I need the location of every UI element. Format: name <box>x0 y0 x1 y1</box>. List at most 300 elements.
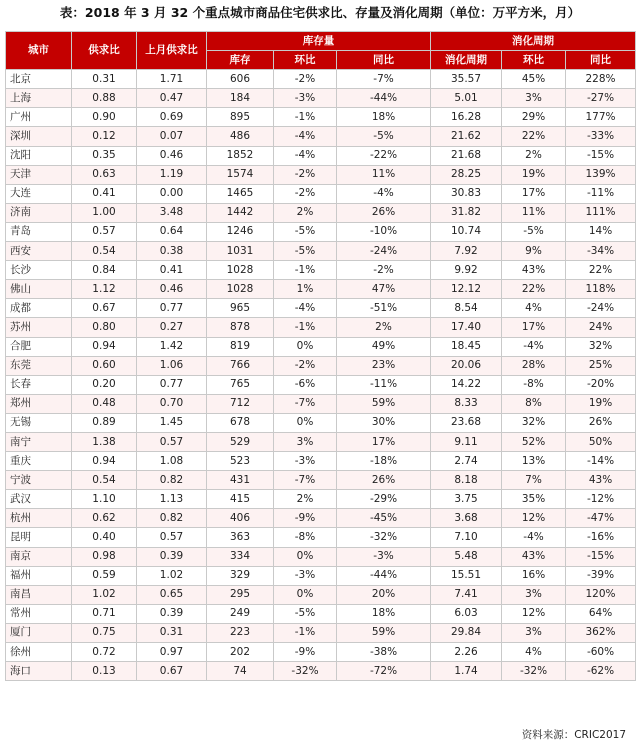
cell-inventory-mom: -2% <box>274 165 337 184</box>
cell-city: 上海 <box>6 89 72 108</box>
cell-city: 广州 <box>6 108 72 127</box>
cell-cycle-mom: 29% <box>502 108 566 127</box>
cell-cycle-mom: 16% <box>502 566 566 585</box>
cell-cycle-yoy: 139% <box>566 165 636 184</box>
table-row <box>6 222 636 241</box>
cell-prev-ratio: 0.65 <box>137 585 207 604</box>
header-ratio: 供求比 <box>72 32 137 70</box>
cell-city: 南京 <box>6 547 72 566</box>
cell-inventory-yoy: 59% <box>337 623 431 642</box>
cell-cycle-yoy: 25% <box>566 356 636 375</box>
table-title: 表：2018 年 3 月 32 个重点城市商品住宅供求比、存量及消化周期（单位：万平方米，月） <box>59 5 581 20</box>
cell-inventory-yoy: 18% <box>337 604 431 623</box>
cell-inventory-mom: -7% <box>274 394 337 413</box>
table-row <box>6 394 636 413</box>
cell-cycle-mom: 17% <box>502 184 566 203</box>
table-row <box>6 509 636 528</box>
cell-city: 东莞 <box>6 356 72 375</box>
table-row <box>6 566 636 585</box>
cell-ratio: 1.00 <box>72 203 137 222</box>
cell-inventory: 202 <box>207 643 274 662</box>
cell-city: 青岛 <box>6 222 72 241</box>
cell-prev-ratio: 1.19 <box>137 165 207 184</box>
cell-ratio: 0.57 <box>72 222 137 241</box>
cell-cycle: 5.48 <box>431 547 502 566</box>
cell-inventory-mom: -4% <box>274 299 337 318</box>
cell-ratio: 0.13 <box>72 662 137 681</box>
cell-inventory: 1246 <box>207 222 274 241</box>
cell-inventory-mom: 1% <box>274 280 337 299</box>
cell-cycle: 7.92 <box>431 242 502 261</box>
cell-inventory-yoy: 2% <box>337 318 431 337</box>
cell-inventory: 334 <box>207 547 274 566</box>
cell-inventory: 765 <box>207 375 274 394</box>
table-row <box>6 585 636 604</box>
cell-cycle-yoy: -34% <box>566 242 636 261</box>
cell-cycle-yoy: -39% <box>566 566 636 585</box>
header-city: 城市 <box>6 32 72 70</box>
cell-inventory-mom: 3% <box>274 432 337 451</box>
cell-inventory-mom: -4% <box>274 127 337 146</box>
cell-inventory-yoy: 47% <box>337 280 431 299</box>
cell-inventory: 1028 <box>207 280 274 299</box>
cell-cycle-mom: 7% <box>502 471 566 490</box>
cell-cycle: 15.51 <box>431 566 502 585</box>
table-row <box>6 242 636 261</box>
cell-city: 郑州 <box>6 394 72 413</box>
cell-city: 南昌 <box>6 585 72 604</box>
cell-cycle-mom: 11% <box>502 203 566 222</box>
cell-ratio: 1.02 <box>72 585 137 604</box>
cell-cycle: 8.33 <box>431 394 502 413</box>
cell-inventory-mom: -5% <box>274 222 337 241</box>
cell-inventory-mom: -2% <box>274 70 337 89</box>
cell-cycle: 31.82 <box>431 203 502 222</box>
cell-cycle-mom: 43% <box>502 261 566 280</box>
cell-cycle-yoy: 26% <box>566 413 636 432</box>
cell-prev-ratio: 0.46 <box>137 146 207 165</box>
cell-inventory: 249 <box>207 604 274 623</box>
cell-inventory: 529 <box>207 432 274 451</box>
cell-cycle-mom: 9% <box>502 242 566 261</box>
cell-inventory-mom: -3% <box>274 89 337 108</box>
cell-cycle-yoy: -12% <box>566 490 636 509</box>
table-row <box>6 146 636 165</box>
cell-cycle: 9.92 <box>431 261 502 280</box>
cell-cycle-mom: 12% <box>502 604 566 623</box>
cell-city: 武汉 <box>6 490 72 509</box>
cell-prev-ratio: 0.97 <box>137 643 207 662</box>
cell-inventory: 1442 <box>207 203 274 222</box>
cell-cycle-yoy: 177% <box>566 108 636 127</box>
header-inventory-group: 库存量 <box>207 32 431 51</box>
cell-inventory-mom: -32% <box>274 662 337 681</box>
cell-cycle: 21.68 <box>431 146 502 165</box>
cell-cycle: 6.03 <box>431 604 502 623</box>
cell-cycle: 14.22 <box>431 375 502 394</box>
cell-city: 南宁 <box>6 432 72 451</box>
cell-cycle-mom: 22% <box>502 127 566 146</box>
cell-prev-ratio: 0.31 <box>137 623 207 642</box>
cell-prev-ratio: 0.69 <box>137 108 207 127</box>
cell-ratio: 0.84 <box>72 261 137 280</box>
cell-cycle: 18.45 <box>431 337 502 356</box>
table-body <box>6 70 636 681</box>
cell-city: 宁波 <box>6 471 72 490</box>
cell-inventory: 223 <box>207 623 274 642</box>
cell-city: 合肥 <box>6 337 72 356</box>
cell-cycle-mom: 28% <box>502 356 566 375</box>
cell-inventory: 329 <box>207 566 274 585</box>
cell-city: 长沙 <box>6 261 72 280</box>
cell-cycle-mom: 45% <box>502 70 566 89</box>
cell-inventory-yoy: -24% <box>337 242 431 261</box>
cell-cycle: 8.18 <box>431 471 502 490</box>
cell-inventory-mom: 0% <box>274 337 337 356</box>
cell-prev-ratio: 0.77 <box>137 375 207 394</box>
cell-cycle: 20.06 <box>431 356 502 375</box>
cell-cycle-yoy: 50% <box>566 432 636 451</box>
table-row <box>6 337 636 356</box>
cell-cycle-mom: 13% <box>502 452 566 471</box>
cell-cycle-mom: 8% <box>502 394 566 413</box>
header-cycle-mom: 环比 <box>502 51 566 70</box>
cell-inventory: 712 <box>207 394 274 413</box>
cell-prev-ratio: 1.02 <box>137 566 207 585</box>
cell-cycle-mom: -5% <box>502 222 566 241</box>
cell-cycle-mom: 4% <box>502 643 566 662</box>
cell-inventory-yoy: -2% <box>337 261 431 280</box>
cell-cycle: 2.26 <box>431 643 502 662</box>
cell-inventory-yoy: 59% <box>337 394 431 413</box>
table-row <box>6 643 636 662</box>
cell-cycle: 5.01 <box>431 89 502 108</box>
cell-cycle: 17.40 <box>431 318 502 337</box>
cell-inventory-mom: -9% <box>274 509 337 528</box>
cell-prev-ratio: 0.38 <box>137 242 207 261</box>
cell-ratio: 0.54 <box>72 242 137 261</box>
cell-cycle-yoy: 19% <box>566 394 636 413</box>
cell-cycle-mom: 17% <box>502 318 566 337</box>
cell-inventory: 523 <box>207 452 274 471</box>
table-row <box>6 165 636 184</box>
cell-ratio: 1.38 <box>72 432 137 451</box>
cell-cycle-mom: -4% <box>502 528 566 547</box>
cell-ratio: 0.80 <box>72 318 137 337</box>
cell-inventory: 1574 <box>207 165 274 184</box>
cell-prev-ratio: 1.13 <box>137 490 207 509</box>
cell-cycle-mom: 2% <box>502 146 566 165</box>
cell-city: 北京 <box>6 70 72 89</box>
cell-inventory-mom: -8% <box>274 528 337 547</box>
cell-inventory-yoy: -44% <box>337 89 431 108</box>
cell-cycle-mom: 4% <box>502 299 566 318</box>
cell-cycle: 3.68 <box>431 509 502 528</box>
cell-city: 昆明 <box>6 528 72 547</box>
cell-inventory: 766 <box>207 356 274 375</box>
cell-inventory-yoy: 30% <box>337 413 431 432</box>
cell-prev-ratio: 0.82 <box>137 509 207 528</box>
cell-city: 成都 <box>6 299 72 318</box>
cell-prev-ratio: 0.41 <box>137 261 207 280</box>
table-row <box>6 127 636 146</box>
cell-cycle: 2.74 <box>431 452 502 471</box>
cell-inventory-mom: -1% <box>274 108 337 127</box>
cell-cycle-mom: 35% <box>502 490 566 509</box>
cell-city: 福州 <box>6 566 72 585</box>
cell-cycle: 9.11 <box>431 432 502 451</box>
cell-city: 济南 <box>6 203 72 222</box>
cell-ratio: 0.89 <box>72 413 137 432</box>
cell-inventory-yoy: -32% <box>337 528 431 547</box>
table-row <box>6 108 636 127</box>
cell-inventory-mom: 0% <box>274 547 337 566</box>
cell-prev-ratio: 0.57 <box>137 528 207 547</box>
cell-prev-ratio: 0.07 <box>137 127 207 146</box>
cell-cycle: 23.68 <box>431 413 502 432</box>
cell-city: 厦门 <box>6 623 72 642</box>
cell-inventory-mom: -5% <box>274 604 337 623</box>
cell-cycle-yoy: -27% <box>566 89 636 108</box>
cell-inventory: 1028 <box>207 261 274 280</box>
cell-cycle: 7.10 <box>431 528 502 547</box>
cell-inventory: 878 <box>207 318 274 337</box>
table-row <box>6 432 636 451</box>
cell-city: 佛山 <box>6 280 72 299</box>
cell-cycle-mom: 52% <box>502 432 566 451</box>
cell-inventory-yoy: -38% <box>337 643 431 662</box>
cell-cycle-mom: 22% <box>502 280 566 299</box>
table-row <box>6 547 636 566</box>
header-inventory: 库存 <box>207 51 274 70</box>
cell-city: 大连 <box>6 184 72 203</box>
cell-cycle-yoy: -60% <box>566 643 636 662</box>
cell-cycle-yoy: 32% <box>566 337 636 356</box>
cell-prev-ratio: 0.47 <box>137 89 207 108</box>
cell-prev-ratio: 0.82 <box>137 471 207 490</box>
cell-cycle-yoy: -33% <box>566 127 636 146</box>
source-note: 资料来源：CRIC2017 <box>521 729 626 741</box>
cell-ratio: 0.63 <box>72 165 137 184</box>
cell-inventory-yoy: 20% <box>337 585 431 604</box>
cell-city: 苏州 <box>6 318 72 337</box>
cell-cycle: 30.83 <box>431 184 502 203</box>
cell-cycle: 10.74 <box>431 222 502 241</box>
cell-cycle-yoy: 14% <box>566 222 636 241</box>
table-row <box>6 356 636 375</box>
cell-ratio: 0.94 <box>72 452 137 471</box>
table-row <box>6 261 636 280</box>
cell-cycle: 16.28 <box>431 108 502 127</box>
table-row <box>6 299 636 318</box>
cell-inventory: 678 <box>207 413 274 432</box>
cell-cycle-yoy: -20% <box>566 375 636 394</box>
cell-inventory-mom: 0% <box>274 413 337 432</box>
cell-prev-ratio: 0.39 <box>137 604 207 623</box>
header-inventory-mom: 环比 <box>274 51 337 70</box>
cell-inventory-yoy: 11% <box>337 165 431 184</box>
table-row <box>6 528 636 547</box>
cell-city: 长春 <box>6 375 72 394</box>
cell-inventory-yoy: -29% <box>337 490 431 509</box>
cell-prev-ratio: 0.57 <box>137 432 207 451</box>
cell-cycle-yoy: -47% <box>566 509 636 528</box>
cell-city: 徐州 <box>6 643 72 662</box>
cell-city: 沈阳 <box>6 146 72 165</box>
cell-inventory-yoy: 49% <box>337 337 431 356</box>
cell-inventory-mom: 2% <box>274 203 337 222</box>
cell-cycle: 29.84 <box>431 623 502 642</box>
cell-inventory: 415 <box>207 490 274 509</box>
header-prev-ratio: 上月供求比 <box>137 32 207 70</box>
cell-cycle-yoy: -62% <box>566 662 636 681</box>
cell-inventory-yoy: -44% <box>337 566 431 585</box>
cell-cycle: 28.25 <box>431 165 502 184</box>
cell-ratio: 0.48 <box>72 394 137 413</box>
cell-cycle-mom: 43% <box>502 547 566 566</box>
header-cycle: 消化周期 <box>431 51 502 70</box>
table-row <box>6 375 636 394</box>
cell-prev-ratio: 1.71 <box>137 70 207 89</box>
cell-inventory-yoy: -4% <box>337 184 431 203</box>
cell-ratio: 0.88 <box>72 89 137 108</box>
table-row <box>6 203 636 222</box>
cell-inventory-mom: -1% <box>274 261 337 280</box>
cell-inventory: 295 <box>207 585 274 604</box>
cell-inventory-yoy: 26% <box>337 203 431 222</box>
cell-cycle-yoy: 362% <box>566 623 636 642</box>
cell-inventory-mom: -1% <box>274 623 337 642</box>
cell-cycle-yoy: 111% <box>566 203 636 222</box>
cell-ratio: 0.54 <box>72 471 137 490</box>
cell-inventory-mom: 0% <box>274 585 337 604</box>
cell-ratio: 0.12 <box>72 127 137 146</box>
cell-prev-ratio: 0.64 <box>137 222 207 241</box>
cell-inventory-mom: -5% <box>274 242 337 261</box>
city-housing-table <box>5 31 636 681</box>
cell-ratio: 0.75 <box>72 623 137 642</box>
cell-ratio: 0.71 <box>72 604 137 623</box>
cell-prev-ratio: 1.08 <box>137 452 207 471</box>
cell-inventory: 486 <box>207 127 274 146</box>
cell-cycle-yoy: 118% <box>566 280 636 299</box>
cell-cycle-mom: 3% <box>502 623 566 642</box>
cell-cycle-yoy: 43% <box>566 471 636 490</box>
cell-ratio: 0.35 <box>72 146 137 165</box>
cell-inventory-yoy: -7% <box>337 70 431 89</box>
cell-inventory-yoy: -45% <box>337 509 431 528</box>
cell-inventory-yoy: 26% <box>337 471 431 490</box>
cell-prev-ratio: 0.46 <box>137 280 207 299</box>
cell-ratio: 0.67 <box>72 299 137 318</box>
cell-ratio: 0.59 <box>72 566 137 585</box>
cell-prev-ratio: 0.00 <box>137 184 207 203</box>
cell-cycle-mom: 3% <box>502 89 566 108</box>
header-inventory-yoy: 同比 <box>337 51 431 70</box>
cell-inventory-yoy: -51% <box>337 299 431 318</box>
cell-cycle-yoy: -24% <box>566 299 636 318</box>
cell-cycle-mom: 12% <box>502 509 566 528</box>
cell-cycle-mom: 32% <box>502 413 566 432</box>
table-row <box>6 623 636 642</box>
cell-inventory-yoy: 18% <box>337 108 431 127</box>
cell-prev-ratio: 0.70 <box>137 394 207 413</box>
table-row <box>6 184 636 203</box>
cell-inventory: 1852 <box>207 146 274 165</box>
cell-cycle-yoy: -15% <box>566 547 636 566</box>
cell-prev-ratio: 0.67 <box>137 662 207 681</box>
cell-cycle-yoy: 120% <box>566 585 636 604</box>
cell-cycle-mom: 3% <box>502 585 566 604</box>
cell-inventory-mom: -9% <box>274 643 337 662</box>
header-cycle-yoy: 同比 <box>566 51 636 70</box>
cell-cycle-yoy: -16% <box>566 528 636 547</box>
cell-ratio: 0.72 <box>72 643 137 662</box>
cell-inventory-mom: -7% <box>274 471 337 490</box>
cell-cycle: 21.62 <box>431 127 502 146</box>
cell-inventory-yoy: -10% <box>337 222 431 241</box>
table-row <box>6 89 636 108</box>
cell-cycle-mom: 19% <box>502 165 566 184</box>
cell-city: 天津 <box>6 165 72 184</box>
cell-cycle-mom: -32% <box>502 662 566 681</box>
cell-ratio: 0.40 <box>72 528 137 547</box>
cell-ratio: 0.90 <box>72 108 137 127</box>
cell-ratio: 0.60 <box>72 356 137 375</box>
header-cycle-group: 消化周期 <box>431 32 636 51</box>
cell-cycle: 3.75 <box>431 490 502 509</box>
cell-inventory: 1031 <box>207 242 274 261</box>
cell-cycle-yoy: 228% <box>566 70 636 89</box>
table-row <box>6 490 636 509</box>
cell-ratio: 1.10 <box>72 490 137 509</box>
cell-inventory-yoy: 17% <box>337 432 431 451</box>
cell-prev-ratio: 3.48 <box>137 203 207 222</box>
cell-inventory-mom: -2% <box>274 356 337 375</box>
cell-inventory-yoy: -72% <box>337 662 431 681</box>
cell-city: 常州 <box>6 604 72 623</box>
cell-city: 深圳 <box>6 127 72 146</box>
cell-inventory: 363 <box>207 528 274 547</box>
cell-inventory-yoy: -18% <box>337 452 431 471</box>
cell-cycle-yoy: -11% <box>566 184 636 203</box>
cell-inventory-mom: 2% <box>274 490 337 509</box>
cell-cycle-mom: -8% <box>502 375 566 394</box>
cell-inventory: 965 <box>207 299 274 318</box>
table-row <box>6 280 636 299</box>
cell-cycle: 35.57 <box>431 70 502 89</box>
cell-inventory: 1465 <box>207 184 274 203</box>
cell-cycle-yoy: 24% <box>566 318 636 337</box>
cell-cycle: 12.12 <box>431 280 502 299</box>
table-row <box>6 662 636 681</box>
cell-inventory-yoy: -11% <box>337 375 431 394</box>
cell-ratio: 0.98 <box>72 547 137 566</box>
cell-inventory: 819 <box>207 337 274 356</box>
cell-city: 海口 <box>6 662 72 681</box>
cell-city: 杭州 <box>6 509 72 528</box>
cell-inventory-mom: -1% <box>274 318 337 337</box>
cell-inventory-mom: -2% <box>274 184 337 203</box>
cell-inventory: 184 <box>207 89 274 108</box>
cell-cycle-mom: -4% <box>502 337 566 356</box>
table-row <box>6 604 636 623</box>
cell-cycle-yoy: -15% <box>566 146 636 165</box>
cell-inventory-yoy: 23% <box>337 356 431 375</box>
cell-cycle: 1.74 <box>431 662 502 681</box>
cell-prev-ratio: 1.06 <box>137 356 207 375</box>
cell-inventory: 406 <box>207 509 274 528</box>
